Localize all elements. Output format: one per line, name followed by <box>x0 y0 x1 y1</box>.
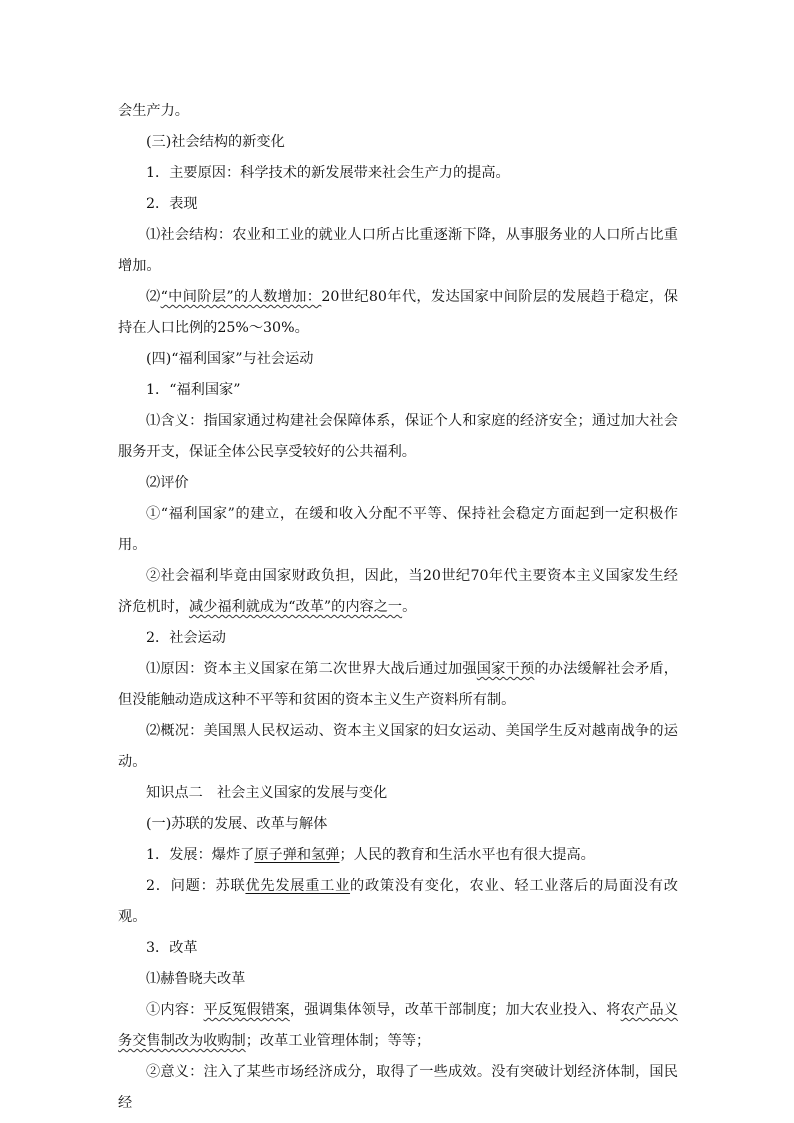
underlined-phrase-rehabilitation: 平反冤假错案 <box>203 1002 290 1018</box>
document-body <box>118 96 678 1119</box>
evaluation-point-1: ①“福利国家”的建立，在缓和收入分配不平等、保持社会稳定方面起到一定积极作用。 <box>118 506 678 553</box>
paragraph-continuation: 会生产力。 <box>118 103 189 119</box>
underlined-phrase-reduce-welfare: 减少福利就成为“改革”的内容之一 <box>188 599 403 615</box>
underlined-phrase-middle-class: “中间阶层”的人数增加： <box>160 289 322 305</box>
underlined-phrase-state-intervention: 国家干预 <box>476 661 535 677</box>
cause-text-start: ⑴原因：资本主义国家在第二次世界大战后通过加强 <box>146 661 477 677</box>
sub-item-khrushchev: ⑴赫鲁晓夫改革 <box>146 971 246 987</box>
problem-text-start: 2．问题：苏联 <box>146 878 246 894</box>
content-text-middle: ，强调集体领导，改革干部制度；加大农业投入、将 <box>289 1002 621 1018</box>
sub-item-number: ⑵ <box>146 289 161 305</box>
sub-item-evaluation: ⑵评价 <box>146 475 189 491</box>
underlined-phrase-nuclear: 原子弹和氢弹 <box>254 847 340 863</box>
development-text-end: ；人民的教育和生活水平也有很大提高。 <box>339 847 595 863</box>
item-welfare-state: 1．“福利国家” <box>146 382 241 398</box>
underlined-phrase-heavy-industry: 优先发展重工业 <box>245 878 351 894</box>
development-text-start: 1．发展：爆炸了 <box>146 847 255 863</box>
reform-content <box>118 995 678 1057</box>
item-manifestation: 2．表现 <box>146 196 198 212</box>
sub-item-cause <box>118 654 678 716</box>
punctuation: 。 <box>402 599 417 615</box>
item-problem <box>118 871 678 933</box>
sub-item-middle-class <box>118 282 678 344</box>
item-reform: 3．改革 <box>146 940 198 956</box>
content-text-end: ；改革工业管理体制；等等； <box>245 1033 431 1049</box>
section-heading-social-structure: (三)社会结构的新变化 <box>146 134 285 150</box>
evaluation-point-2 <box>118 561 678 623</box>
problem-text-end: 的政策没有变化，农业、轻工业落后的局面没有改观。 <box>118 878 678 925</box>
section-heading-soviet: (一)苏联的发展、改革与解体 <box>146 816 328 832</box>
item-development <box>118 840 678 871</box>
middle-class-detail: 20世纪80年代，发达国家中间阶层的发展趋于稳定，保持在人口比例的25%～30%。 <box>118 289 678 336</box>
underlined-phrase-procurement: 农产品义务交售制改为收购制 <box>118 1002 678 1049</box>
section-heading-welfare-state: (四)“福利国家”与社会运动 <box>146 351 314 367</box>
item-social-movements: 2．社会运动 <box>146 630 226 646</box>
evaluation-point-2-text: ②社会福利毕竟由国家财政负担，因此，当20世纪70年代主要资本主义国家发生经济危机时， <box>118 568 678 615</box>
knowledge-point-heading: 知识点二 社会主义国家的发展与变化 <box>146 785 388 801</box>
cause-text-end: 的办法缓解社会矛盾，但没能触动造成这种不平等和贫困的资本主义生产资料所有制。 <box>118 661 678 708</box>
content-label: ①内容： <box>146 1002 204 1018</box>
item-main-cause: 1．主要原因：科学技术的新发展带来社会生产力的提高。 <box>146 165 510 181</box>
sub-item-definition: ⑴含义：指国家通过构建社会保障体系，保证个人和家庭的经济安全；通过加大社会服务开支，保证全体公民享受较好的公共福利。 <box>118 413 678 460</box>
sub-item-overview: ⑵概况：美国黑人民权运动、资本主义国家的妇女运动、美国学生反对越南战争的运动。 <box>118 723 678 770</box>
reform-significance: ②意义：注入了某些市场经济成分，取得了一些成效。没有突破计划经济体制，国民经 <box>118 1064 678 1111</box>
sub-item-social-structure: ⑴社会结构：农业和工业的就业人口所占比重逐渐下降，从事服务业的人口所占比重增加。 <box>118 227 678 274</box>
